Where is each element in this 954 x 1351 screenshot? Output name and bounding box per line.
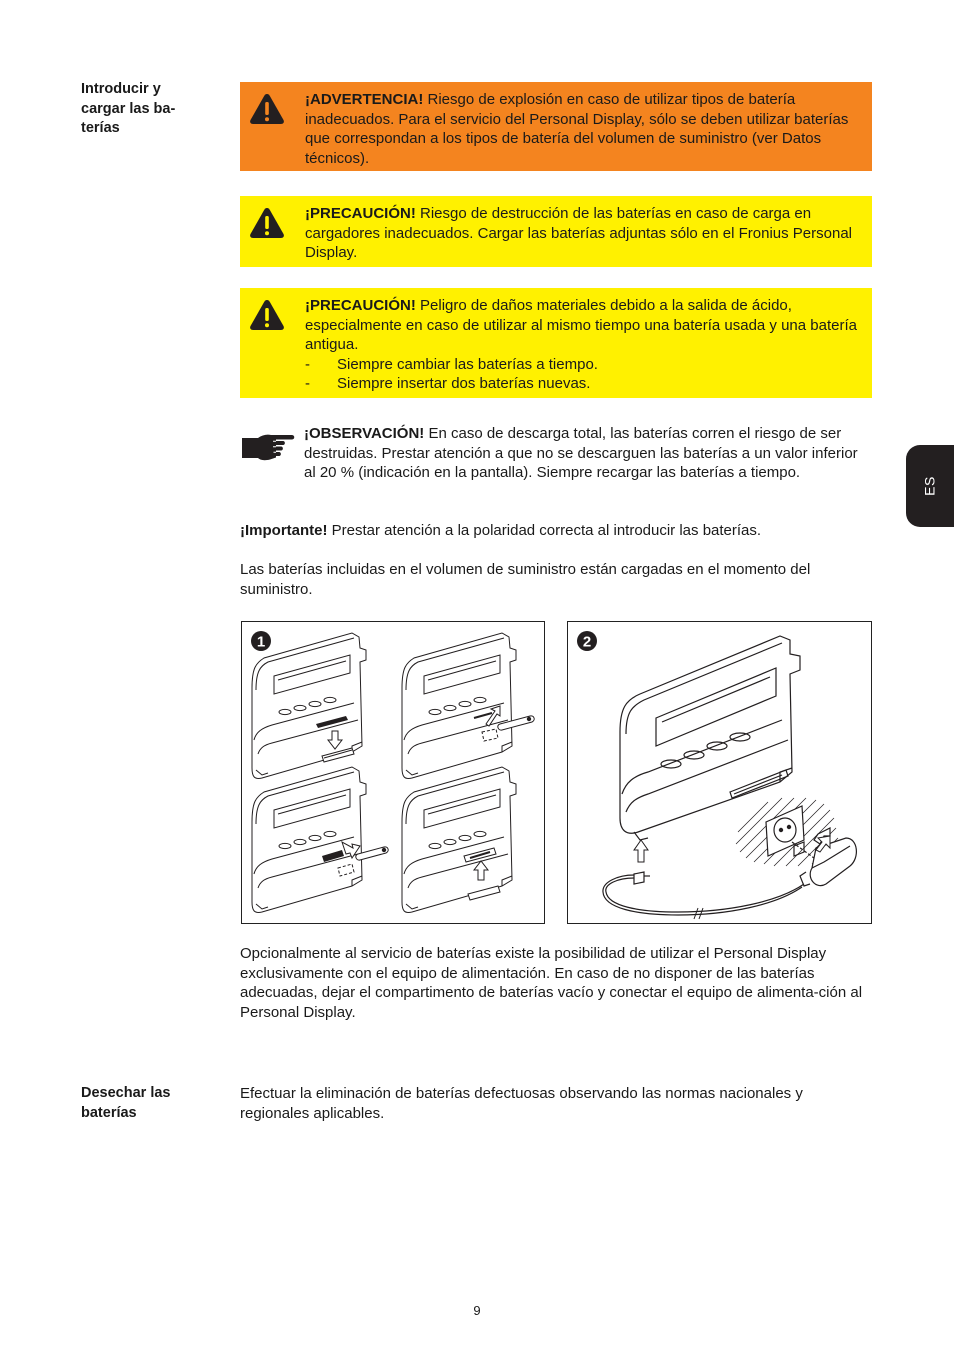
power-supply-figure (567, 621, 872, 924)
personal-display-device (620, 636, 800, 840)
figure-number: 1 (256, 633, 266, 651)
caution-text: Riesgo de destrucción de las baterías en caso de carga en cargadores inadecuados. Cargar las baterías adjuntas sólo en el Fronius Personal Display. (305, 205, 852, 261)
important-keyword: ¡Importante! (240, 522, 328, 539)
warning-keyword: ¡ADVERTENCIA! (305, 91, 424, 108)
included-batteries-paragraph: Las baterías incluidas en el volumen de suministro están cargadas en el momento del suministro. (240, 561, 811, 598)
important-text: Prestar atención a la polaridad correcta al introducir las baterías. (327, 522, 762, 539)
battery-insertion-figure (241, 621, 545, 924)
section-heading-dispose-batteries (81, 1084, 201, 1123)
warning-triangle-icon (249, 93, 285, 125)
caution-keyword: ¡PRECAUCIÓN! (305, 205, 416, 222)
caution-box-acid (240, 288, 872, 398)
dispose-paragraph: Efectuar la eliminación de baterías defectuosas observando las normas nacionales y regionales aplicables. (240, 1085, 803, 1122)
pointing-hand-icon (240, 430, 296, 466)
heading-line: cargar las ba- (81, 100, 176, 117)
warning-triangle-icon (249, 299, 285, 331)
caution-text: Peligro de daños materiales debido a la salida de ácido, especialmente en caso de utilizar al mismo tiempo una batería usada y una batería antigua. (305, 297, 857, 353)
heading-line: baterías (81, 1104, 137, 1121)
warning-box (240, 82, 872, 171)
warning-text: Riesgo de explosión en caso de utilizar tipos de batería inadecuados. Para el servicio del Personal Display, sólo se deben utilizar baterías que correspondan a los tipos de batería del volumen de suministro (ver Datos técnicos). (305, 91, 849, 167)
list-item: - Siempre insertar dos baterías nuevas. (305, 375, 591, 392)
section-heading-install-batteries (81, 80, 201, 139)
wall-socket (766, 806, 804, 856)
caution-box-charging (240, 196, 872, 267)
caution-keyword: ¡PRECAUCIÓN! (305, 297, 416, 314)
language-tab (906, 445, 954, 527)
warning-triangle-icon (249, 207, 285, 239)
insert-arrow-icon (634, 840, 648, 862)
power-cable (603, 872, 804, 919)
heading-line: Desechar las (81, 1085, 171, 1101)
note-keyword: ¡OBSERVACIÓN! (304, 425, 425, 442)
heading-line: Introducir y (81, 81, 161, 97)
note-text: En caso de descarga total, las baterías corren el riesgo de ser destruidas. Prestar atención a que no se descarguen las baterías a un valor inferior al 20 % (indicación en la pantalla). Siempre recargar las baterías a tiempo. (304, 425, 858, 481)
optional-power-paragraph: Opcionalmente al servicio de baterías existe la posibilidad de utilizar el Personal Display exclusivamente con el equipo de alimentación. En caso de no disponer de las baterías adecuadas, dejar el compartimento de baterías vacío y conectar el equipo de alimenta-ción al Personal Display. (240, 945, 863, 1021)
language-tab-label: ES (921, 476, 938, 496)
power-supply-illustration (568, 622, 871, 923)
battery-insertion-illustration (242, 622, 544, 923)
page-number: 9 (473, 1303, 481, 1318)
figure-number: 2 (582, 633, 592, 651)
important-paragraph (240, 521, 872, 541)
list-item: - Siempre cambiar las baterías a tiempo. (305, 355, 598, 373)
heading-line: terías (81, 120, 120, 136)
